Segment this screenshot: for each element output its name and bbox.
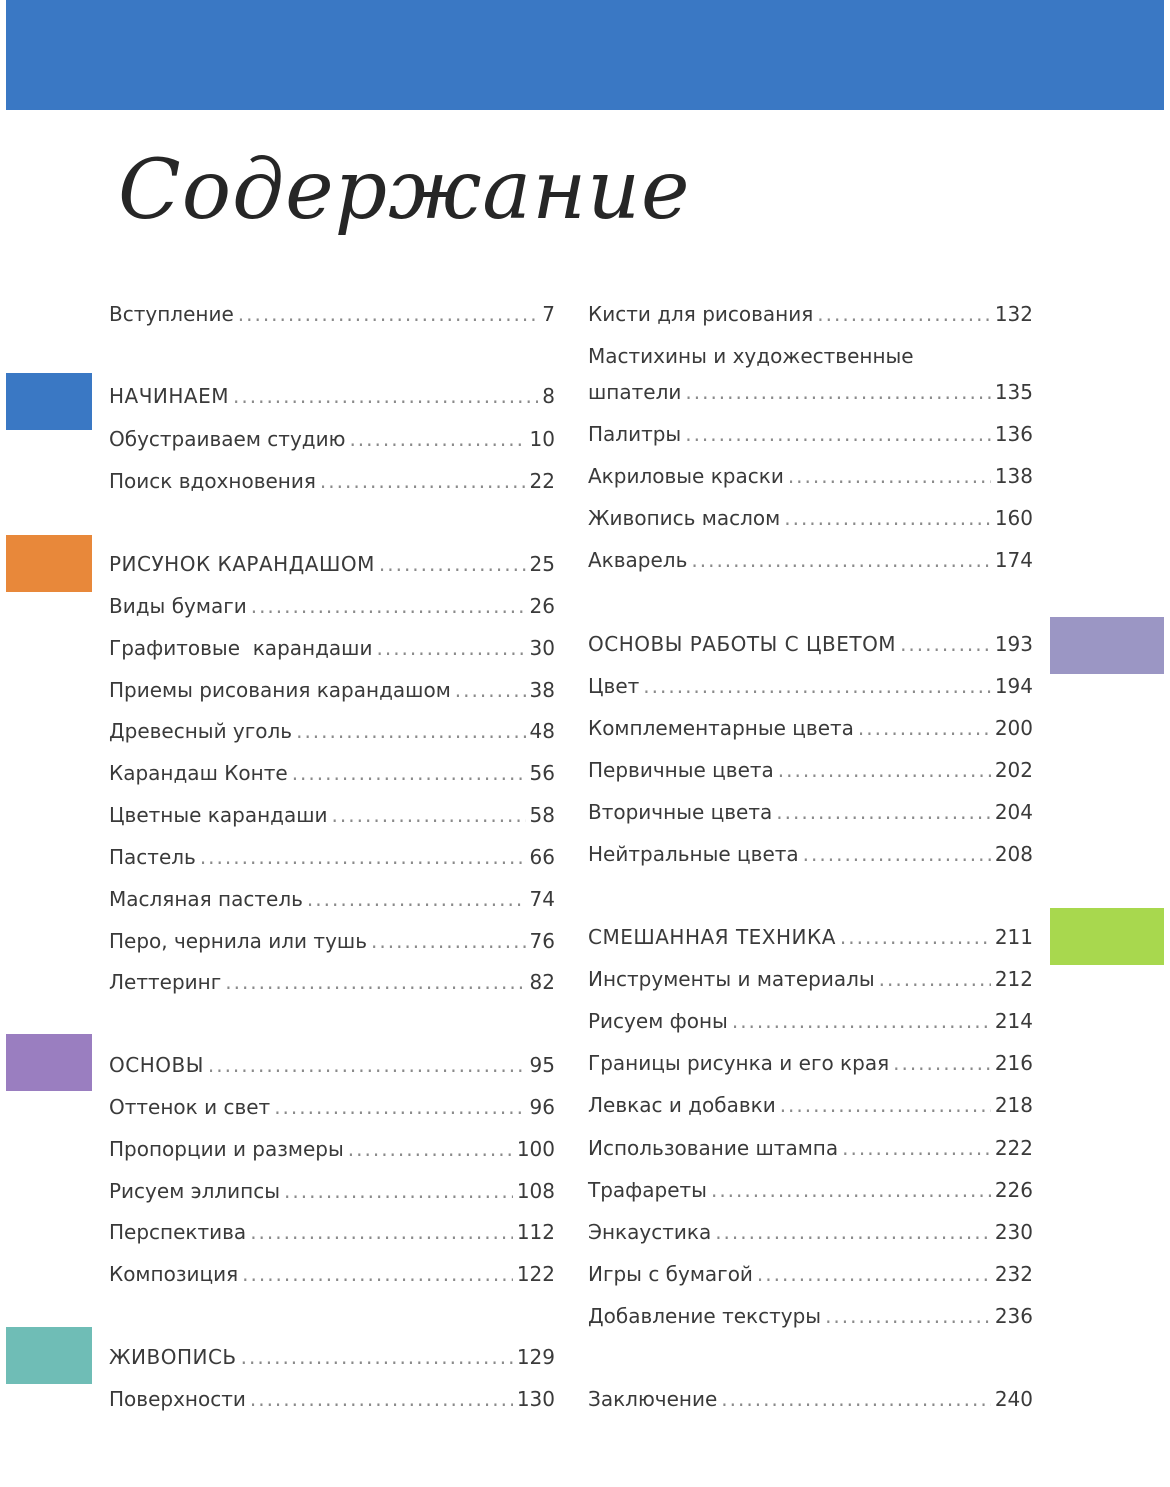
toc-entry[interactable] — [588, 964, 1033, 994]
toc-entry[interactable] — [588, 1090, 1033, 1120]
toc-page: 122 — [516, 1262, 555, 1286]
toc-entry[interactable] — [588, 671, 1033, 701]
toc-page: 216 — [994, 1051, 1033, 1075]
toc-entry[interactable] — [109, 1384, 555, 1414]
toc-label: Границы рисунка и его края — [588, 1051, 890, 1075]
toc-entry[interactable] — [588, 1133, 1033, 1163]
toc-page: 7 — [542, 302, 555, 326]
leader-dots — [691, 545, 990, 575]
toc-entry[interactable] — [109, 466, 555, 496]
toc-page: 174 — [994, 548, 1033, 572]
leader-dots — [376, 633, 525, 663]
toc-entry[interactable] — [588, 1048, 1033, 1078]
toc-page: 240 — [994, 1387, 1033, 1411]
toc-page: 76 — [529, 929, 555, 953]
toc-page: 129 — [516, 1345, 555, 1369]
leader-dots — [780, 1090, 991, 1120]
header-color-band — [6, 0, 1164, 110]
leader-dots — [803, 839, 991, 869]
toc-page: 132 — [994, 302, 1033, 326]
leader-dots — [715, 1217, 991, 1247]
toc-label: Графитовые карандаши — [109, 636, 373, 660]
toc-page: 96 — [529, 1095, 555, 1119]
toc-page: 82 — [529, 970, 555, 994]
leader-dots — [776, 797, 991, 827]
toc-label: Древесный уголь — [109, 719, 293, 743]
toc-label: Левкас и добавки — [588, 1093, 776, 1117]
leader-dots — [784, 503, 991, 533]
leader-dots — [732, 1006, 991, 1036]
section-swatch-teal — [6, 1327, 92, 1384]
toc-label: шпатели — [588, 380, 682, 404]
toc-entry[interactable] — [109, 884, 555, 914]
toc-page: 194 — [994, 674, 1033, 698]
leader-dots — [840, 922, 991, 952]
leader-dots — [250, 1384, 513, 1414]
toc-page: 48 — [529, 719, 555, 743]
toc-label: Игры с бумагой — [588, 1262, 753, 1286]
toc-page: 230 — [994, 1220, 1033, 1244]
toc-section-osnovy[interactable] — [109, 1050, 555, 1080]
toc-entry[interactable] — [109, 1134, 555, 1164]
toc-page: 74 — [529, 887, 555, 911]
toc-label: Оттенок и свет — [109, 1095, 271, 1119]
toc-label: Комплементарные цвета — [588, 716, 854, 740]
toc-entry[interactable] — [588, 1175, 1033, 1205]
toc-label: РИСУНОК КАРАНДАШОМ — [109, 552, 375, 576]
leader-dots — [242, 1259, 513, 1289]
leader-dots — [721, 1384, 991, 1414]
toc-entry[interactable] — [588, 377, 1033, 407]
page-title: Содержание — [118, 143, 691, 238]
leader-dots — [879, 964, 991, 994]
toc-label: ОСНОВЫ РАБОТЫ С ЦВЕТОМ — [588, 632, 897, 656]
leader-dots — [757, 1259, 991, 1289]
toc-section-cvet[interactable] — [588, 629, 1033, 659]
toc-label: Композиция — [109, 1262, 239, 1286]
toc-label: Первичные цвета — [588, 758, 774, 782]
toc-label: Пропорции и размеры — [109, 1137, 344, 1161]
toc-entry[interactable] — [588, 1301, 1033, 1331]
section-swatch-lime — [1050, 908, 1164, 965]
toc-entry[interactable] — [109, 758, 555, 788]
toc-page: 200 — [994, 716, 1033, 740]
toc-page: 108 — [516, 1179, 555, 1203]
toc-entry[interactable] — [109, 967, 555, 997]
toc-page: 222 — [994, 1136, 1033, 1160]
leader-dots — [307, 884, 526, 914]
toc-entry[interactable] — [588, 1006, 1033, 1036]
toc-page: 25 — [529, 552, 555, 576]
toc-page: 211 — [994, 925, 1033, 949]
leader-dots — [225, 967, 525, 997]
toc-entry[interactable] — [109, 716, 555, 746]
toc-label: Вступление — [109, 302, 234, 326]
toc-label: Вторичные цвета — [588, 800, 773, 824]
toc-entry-intro[interactable] — [109, 299, 555, 329]
toc-page: 56 — [529, 761, 555, 785]
leader-dots — [817, 299, 991, 329]
leader-dots — [788, 461, 991, 491]
toc-entry[interactable] — [588, 1259, 1033, 1289]
toc-entry[interactable] — [109, 424, 555, 454]
toc-label: Карандаш Конте — [109, 761, 288, 785]
toc-page: 138 — [994, 464, 1033, 488]
toc-label: Рисуем фоны — [588, 1009, 728, 1033]
leader-dots — [238, 299, 539, 329]
toc-label: Рисуем эллипсы — [109, 1179, 281, 1203]
toc-page: 100 — [516, 1137, 555, 1161]
toc-entry[interactable] — [109, 926, 555, 956]
leader-dots — [371, 926, 526, 956]
toc-section-smeshannaya[interactable] — [588, 922, 1033, 952]
toc-page: 10 — [529, 427, 555, 451]
toc-label: Леттеринг — [109, 970, 222, 994]
toc-entry[interactable] — [109, 1217, 555, 1247]
leader-dots — [685, 419, 991, 449]
toc-entry[interactable] — [109, 1092, 555, 1122]
toc-entry[interactable] — [588, 419, 1033, 449]
toc-entry[interactable] — [588, 755, 1033, 785]
toc-label: Живопись маслом — [588, 506, 781, 530]
toc-label: ЖИВОПИСЬ — [109, 1345, 237, 1369]
leader-dots — [842, 1133, 991, 1163]
toc-page: 30 — [529, 636, 555, 660]
toc-label: Обустраиваем студию — [109, 427, 346, 451]
leader-dots — [320, 466, 526, 496]
leader-dots — [900, 629, 991, 659]
toc-page: 202 — [994, 758, 1033, 782]
toc-label: Поиск вдохновения — [109, 469, 316, 493]
toc-label: Палитры — [588, 422, 682, 446]
toc-label: Использование штампа — [588, 1136, 839, 1160]
leader-dots — [296, 716, 525, 746]
toc-label: Перспектива — [109, 1220, 247, 1244]
toc-entry[interactable] — [109, 591, 555, 621]
leader-dots — [858, 713, 991, 743]
toc-page: 135 — [994, 380, 1033, 404]
toc-label: Кисти для рисования — [588, 302, 814, 326]
toc-label: СМЕШАННАЯ ТЕХНИКА — [588, 925, 836, 949]
toc-label: Перо, чернила или тушь — [109, 929, 367, 953]
toc-label: Масляная пастель — [109, 887, 303, 911]
toc-page: 130 — [516, 1387, 555, 1411]
leader-dots — [251, 591, 526, 621]
leader-dots — [284, 1176, 513, 1206]
toc-page: 58 — [529, 803, 555, 827]
toc-entry[interactable] — [588, 503, 1033, 533]
toc-label: Энкаустика — [588, 1220, 712, 1244]
toc-label: Акварель — [588, 548, 688, 572]
toc-label: Добавление текстуры — [588, 1304, 822, 1328]
leader-dots — [274, 1092, 525, 1122]
toc-entry[interactable] — [109, 675, 555, 705]
toc-entry[interactable] — [588, 1217, 1033, 1247]
toc-entry-outro[interactable] — [588, 1384, 1033, 1414]
toc-label: НАЧИНАЕМ — [109, 384, 230, 408]
toc-entry[interactable] — [109, 800, 555, 830]
toc-page: 208 — [994, 842, 1033, 866]
toc-page: 95 — [529, 1053, 555, 1077]
toc-page: 8 — [542, 384, 555, 408]
leader-dots — [233, 381, 538, 411]
toc-entry[interactable] — [588, 545, 1033, 575]
toc-page: 214 — [994, 1009, 1033, 1033]
leader-dots — [349, 424, 525, 454]
toc-entry[interactable] — [588, 797, 1033, 827]
leader-dots — [200, 842, 526, 872]
toc-page: 226 — [994, 1178, 1033, 1202]
toc-label: Инструменты и материалы — [588, 967, 875, 991]
toc-label: ОСНОВЫ — [109, 1053, 204, 1077]
toc-label: Нейтральные цвета — [588, 842, 799, 866]
leader-dots — [893, 1048, 991, 1078]
toc-section-risunok[interactable] — [109, 549, 555, 579]
leader-dots — [208, 1050, 526, 1080]
toc-entry[interactable] — [109, 1176, 555, 1206]
section-swatch-blue — [6, 373, 92, 430]
toc-page: 22 — [529, 469, 555, 493]
toc-entry[interactable] — [588, 839, 1033, 869]
toc-page: 38 — [529, 678, 555, 702]
toc-label: Цветные карандаши — [109, 803, 328, 827]
leader-dots — [379, 549, 526, 579]
toc-page: 160 — [994, 506, 1033, 530]
toc-section-zhivopis[interactable] — [109, 1342, 555, 1372]
toc-page: 212 — [994, 967, 1033, 991]
leader-dots — [711, 1175, 991, 1205]
leader-dots — [241, 1342, 513, 1372]
toc-page: 236 — [994, 1304, 1033, 1328]
toc-page: 204 — [994, 800, 1033, 824]
section-swatch-violet — [6, 1034, 92, 1091]
toc-entry[interactable] — [109, 633, 555, 663]
toc-entry[interactable] — [588, 713, 1033, 743]
section-swatch-orange — [6, 535, 92, 592]
leader-dots — [292, 758, 526, 788]
leader-dots — [778, 755, 991, 785]
toc-label: Акриловые краски — [588, 464, 784, 488]
leader-dots — [250, 1217, 513, 1247]
section-swatch-lavender — [1050, 617, 1164, 674]
toc-entry[interactable] — [588, 461, 1033, 491]
leader-dots — [825, 1301, 991, 1331]
toc-section-nachinaem[interactable] — [109, 381, 555, 411]
leader-dots — [685, 377, 990, 407]
toc-page: 232 — [994, 1262, 1033, 1286]
toc-page: 26 — [529, 594, 555, 618]
toc-entry[interactable] — [588, 299, 1033, 329]
toc-page: 66 — [529, 845, 555, 869]
toc-label: Трафареты — [588, 1178, 707, 1202]
toc-label-line1[interactable]: Мастихины и художественные — [588, 344, 914, 368]
toc-entry[interactable] — [109, 1259, 555, 1289]
toc-page: 136 — [994, 422, 1033, 446]
toc-label: Пастель — [109, 845, 196, 869]
toc-page: 112 — [516, 1220, 555, 1244]
toc-page: 218 — [994, 1093, 1033, 1117]
toc-entry[interactable] — [109, 842, 555, 872]
toc-label: Цвет — [588, 674, 640, 698]
leader-dots — [348, 1134, 513, 1164]
toc-label: Заключение — [588, 1387, 718, 1411]
leader-dots — [455, 675, 526, 705]
toc-page: 193 — [994, 632, 1033, 656]
toc-label: Поверхности — [109, 1387, 246, 1411]
leader-dots — [643, 671, 991, 701]
leader-dots — [332, 800, 526, 830]
toc-label: Приемы рисования карандашом — [109, 678, 451, 702]
toc-label: Виды бумаги — [109, 594, 247, 618]
